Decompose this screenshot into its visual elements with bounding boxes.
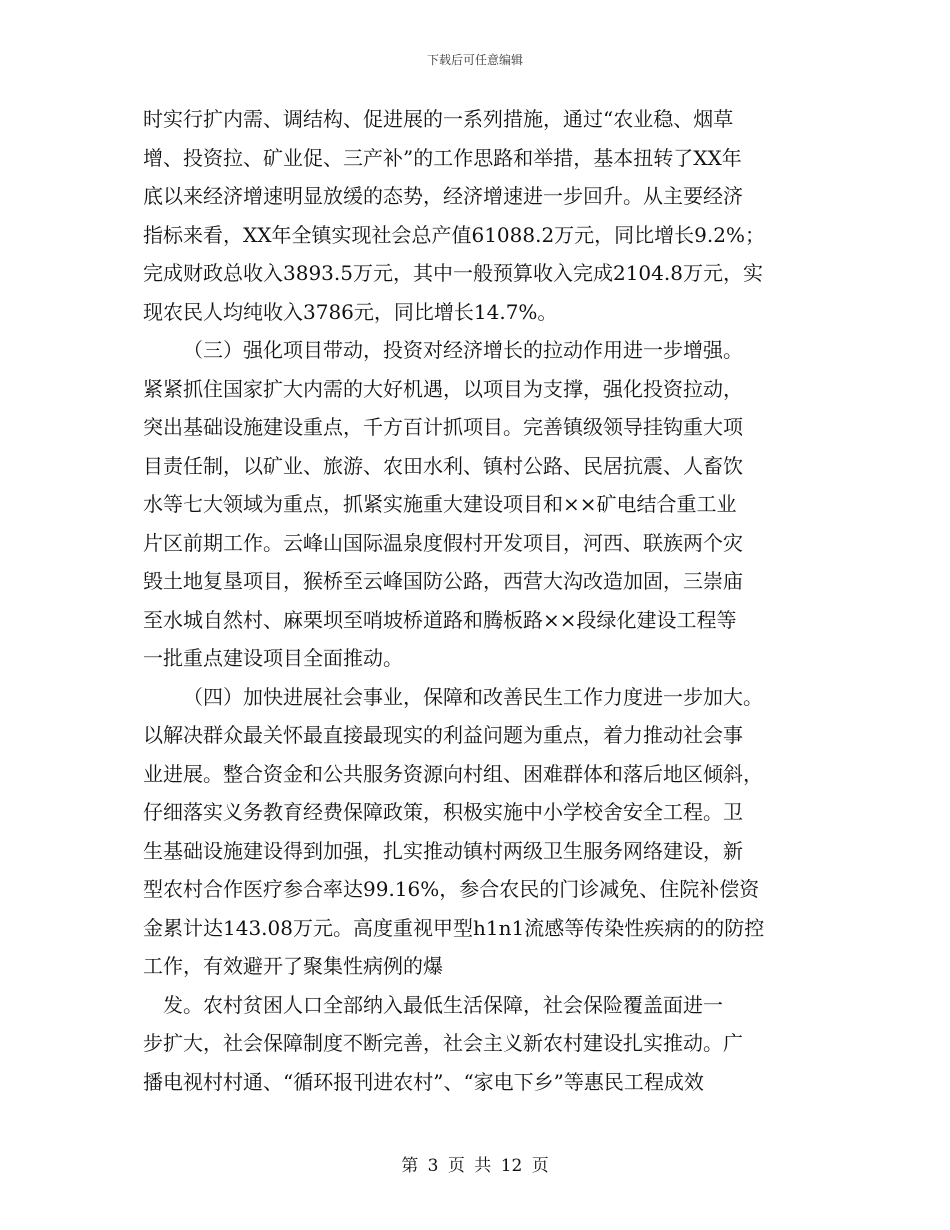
text-line: 指标来看，XX年全镇实现社会总产值61088.2万元，同比增长9.2%； [143, 222, 765, 247]
text-line: 一批重点建设项目全面推动。 [143, 646, 403, 670]
text-line: 目责任制，以矿业、旅游、农田水利、镇村公路、民居抗震、人畜饮 [143, 453, 743, 478]
text-line: 业进展。整合资金和公共服务资源向村组、困难群体和落后地区倾斜， [143, 761, 763, 786]
text-line: 突出基础设施建设重点，千方百计抓项目。完善镇级领导挂钩重大项 [143, 415, 743, 439]
text-line: 步扩大，社会保障制度不断完善，社会主义新农村建设扎实推动。广 [143, 1031, 743, 1055]
text-line: 型农村合作医疗参合率达99.16%，参合农民的门诊减免、住院补偿资 [143, 877, 760, 901]
text-line: 水等七大领域为重点，抓紧实施重大建设项目和××矿电结合重工业 [143, 492, 737, 516]
text-line: 底以来经济增速明显放缓的态势，经济增速进一步回升。从主要经济 [143, 184, 743, 208]
section-heading-4: （四）加快进展社会事业，保障和改善民生工作力度进一步加大。 [183, 684, 763, 709]
text-line: 以解决群众最关怀最直接最现实的利益问题为重点，着力推动社会事 [143, 723, 743, 747]
text-line: 片区前期工作。云峰山国际温泉度假村开发项目，河西、联族两个灾 [143, 530, 743, 555]
page-header: 下载后可任意编辑 [426, 53, 523, 67]
text-line: 毁土地复垦项目，猴桥至云峰国防公路，西营大沟改造加固，三崇庙 [143, 569, 743, 593]
text-line: 播电视村村通、“循环报刊进农村”、“家电下乡”等惠民工程成效 [143, 1069, 704, 1094]
text-line: 金累计达143.08万元。高度重视甲型h1n1流感等传染性疾病的的防控 [143, 915, 765, 940]
document-body [143, 100, 815, 1101]
text-line: 增、投资拉、矿业促、三产补”的工作思路和举措，基本扭转了XX年 [143, 145, 742, 170]
text-line: 生基础设施建设得到加强，扎实推动镇村两级卫生服务网络建设，新 [143, 838, 743, 863]
text-line: 完成财政总收入3893.5万元，其中一般预算收入完成2104.8万元，实 [143, 261, 763, 285]
text-line: 紧紧抓住国家扩大内需的大好机遇，以项目为支撑，强化投资拉动， [143, 376, 743, 401]
text-line: 工作，有效避开了聚集性病例的爆 [143, 954, 443, 978]
paragraph-continuation: 发。农村贫困人口全部纳入最低生活保障，社会保险覆盖面进一 [163, 992, 723, 1017]
text-line: 时实行扩内需、调结构、促进展的一系列措施，通过“农业稳、烟草 [143, 107, 734, 131]
section-heading-3: （三）强化项目带动，投资对经济增长的拉动作用进一步增强。 [183, 338, 743, 362]
page-number: 第 3 页 共 12 页 [401, 1156, 549, 1176]
text-line: 仔细落实义务教育经费保障政策，积极实施中小学校舍安全工程。卫 [143, 800, 743, 824]
text-line: 现农民人均纯收入3786元，同比增长14.7%。 [143, 299, 558, 324]
text-line: 至水城自然村、麻栗坝至哨坡桥道路和腾板路××段绿化建设工程等 [143, 607, 737, 632]
